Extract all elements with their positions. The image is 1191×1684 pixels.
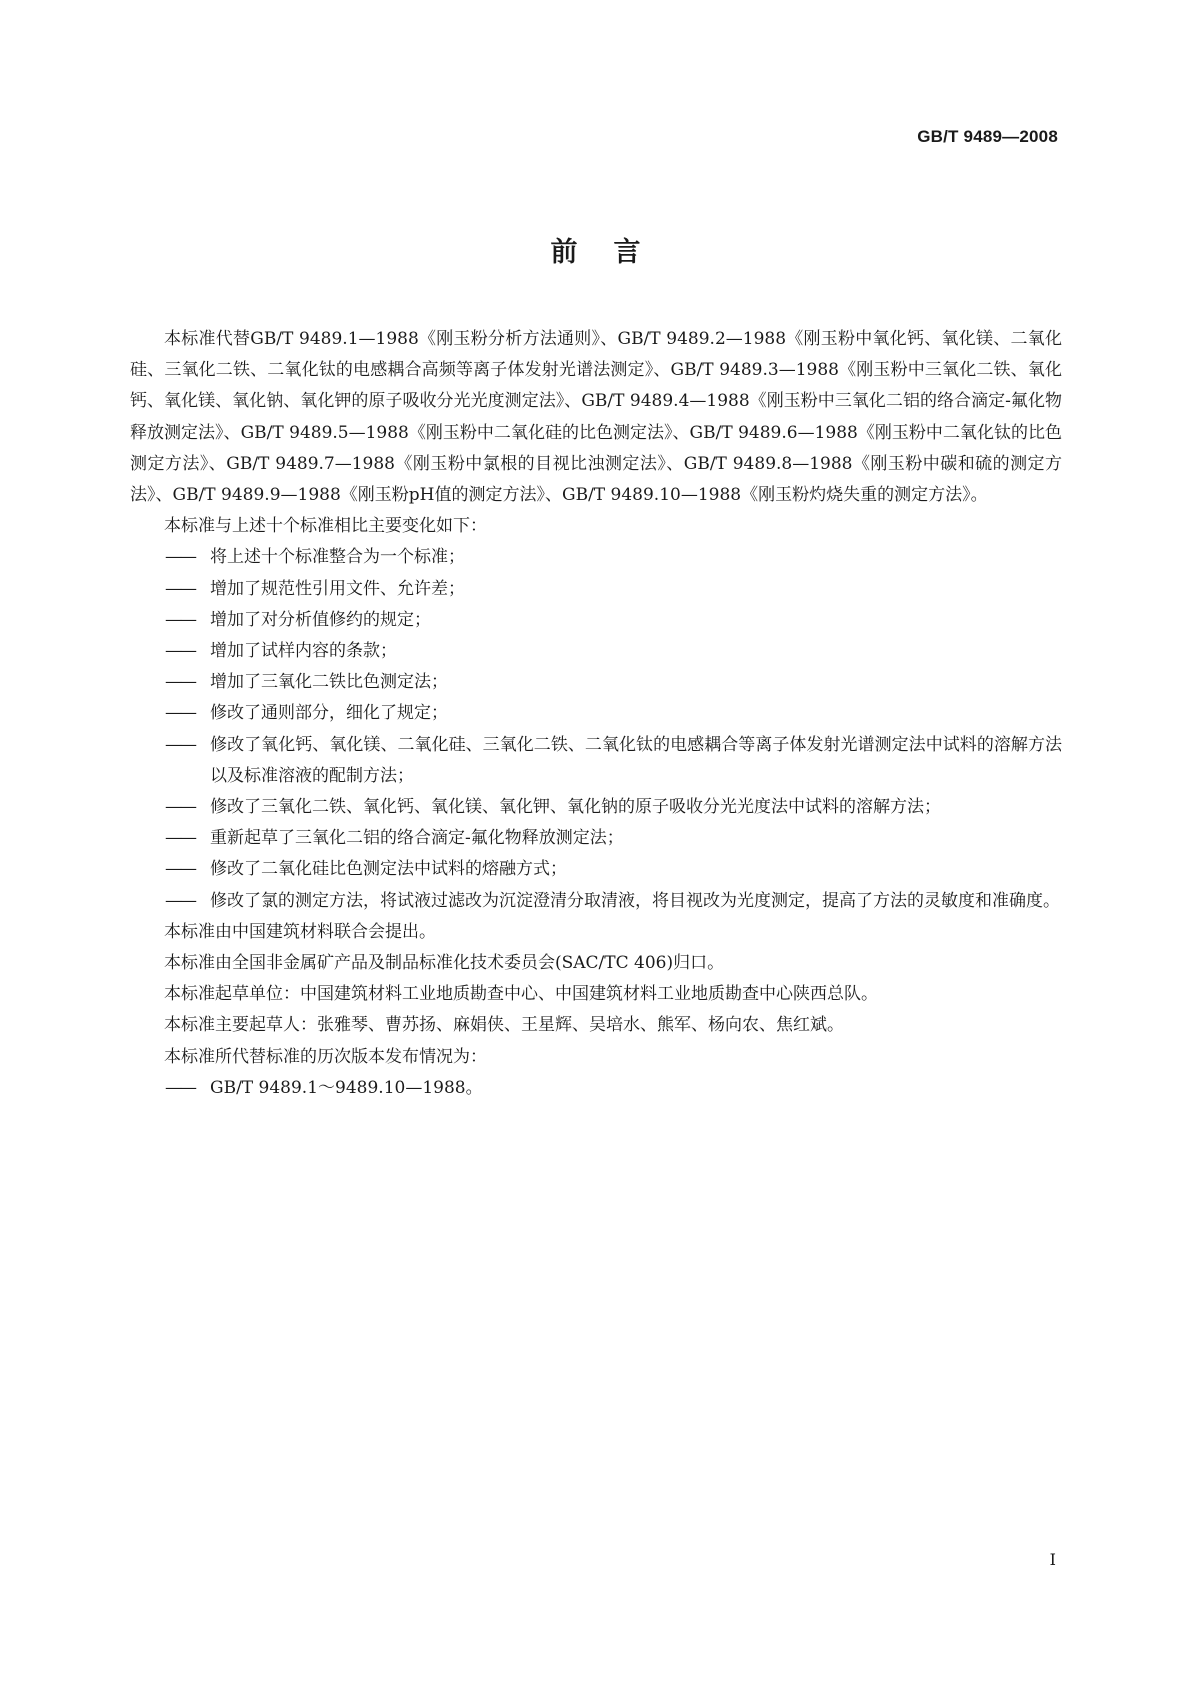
list-dash: —— bbox=[165, 734, 195, 755]
list-item bbox=[165, 886, 1062, 917]
list-item bbox=[165, 792, 1062, 823]
list-dash: —— bbox=[165, 703, 195, 724]
list-item bbox=[165, 605, 1062, 636]
list-dash: —— bbox=[165, 797, 195, 818]
history-list bbox=[130, 1073, 1062, 1104]
list-item-text: 修改了氧化钙、氧化镁、二氧化硅、三氧化二铁、二氧化钛的电感耦合等离子体发射光谱测定法中试料的溶解方法以及标准溶液的配制方法； bbox=[210, 734, 1062, 786]
list-item-text: 增加了对分析值修约的规定； bbox=[210, 609, 431, 630]
list-item-text: 修改了氯的测定方法，将试液过滤改为沉淀澄清分取清液，将目视改为光度测定，提高了方法的灵敏度和准确度。 bbox=[210, 890, 1060, 911]
page-number: I bbox=[1049, 1550, 1056, 1569]
list-item bbox=[165, 542, 1062, 573]
list-dash: —— bbox=[165, 609, 195, 630]
list-dash: —— bbox=[165, 547, 195, 568]
list-item-text: 增加了规范性引用文件、允许差； bbox=[210, 578, 465, 599]
list-item bbox=[165, 698, 1062, 729]
list-item-text: 增加了试样内容的条款； bbox=[210, 641, 397, 662]
list-dash: —— bbox=[165, 828, 195, 849]
list-dash: —— bbox=[165, 890, 195, 911]
list-item bbox=[165, 667, 1062, 698]
list-dash: —— bbox=[165, 1077, 195, 1098]
drafters-paragraph: 本标准主要起草人：张雅琴、曹苏扬、麻娟侠、王星辉、吴培水、熊军、杨向农、焦红斌。 bbox=[164, 1015, 844, 1036]
page-title: 前言 bbox=[550, 237, 677, 268]
list-dash: —— bbox=[165, 578, 195, 599]
list-item-text: 重新起草了三氧化二铝的络合滴定-氟化物释放测定法； bbox=[210, 828, 624, 849]
intro-paragraph-changes: 本标准与上述十个标准相比主要变化如下： bbox=[164, 516, 487, 537]
changes-list bbox=[130, 542, 1062, 916]
history-intro-paragraph: 本标准所代替标准的历次版本发布情况为： bbox=[164, 1046, 487, 1067]
foreword-body bbox=[130, 324, 1062, 1104]
drafting-units-paragraph: 本标准起草单位：中国建筑材料工业地质勘查中心、中国建筑材料工业地质勘查中心陕西总队。 bbox=[164, 984, 878, 1005]
list-item bbox=[165, 730, 1062, 792]
proposer-paragraph: 本标准由中国建筑材料联合会提出。 bbox=[164, 921, 436, 942]
list-dash: —— bbox=[165, 672, 195, 693]
list-item-text: 将上述十个标准整合为一个标准； bbox=[210, 547, 465, 568]
list-item-text: 修改了通则部分，细化了规定； bbox=[210, 703, 448, 724]
list-item bbox=[165, 574, 1062, 605]
standard-code: GB/T 9489—2008 bbox=[917, 127, 1058, 146]
list-item bbox=[165, 636, 1062, 667]
list-item bbox=[165, 854, 1062, 885]
list-item-text: 增加了三氧化二铁比色测定法； bbox=[210, 672, 448, 693]
list-item-text: GB/T 9489.1～9489.10—1988。 bbox=[210, 1077, 483, 1098]
list-item-text: 修改了三氧化二铁、氧化钙、氧化镁、氧化钾、氧化钠的原子吸收分光光度法中试料的溶解方法； bbox=[210, 797, 941, 818]
intro-paragraph-replaces: 本标准代替GB/T 9489.1—1988《刚玉粉分析方法通则》、GB/T 9489.2—1988《刚玉粉中氧化钙、氧化镁、二氧化硅、三氧化二铁、二氧化钛的电感耦合高频等离子体发射光谱法测定》、GB/T 9489.3—1988《刚玉粉中三氧化二铁、氧化钙、氧化镁、氧化钠、氧化钾的原子吸收分光光度测定法》、GB/T 9489.4—1988《刚玉粉中三氧化二铝的络合滴定-氟化物释放测定法》、GB/T 9489.5—1988《刚玉粉中二氧化硅的比色测定法》、GB/T 9489.6—1988《刚玉粉中二氧化钛的比色测定方法》、GB/T 9489.7—1988《刚玉粉中氯根的目视比浊测定法》、GB/T 9489.8—1988《刚玉粉中碳和硫的测定方法》、GB/T 9489.9—1988《刚玉粉pH值的测定方法》、GB/T 9489.10—1988《刚玉粉灼烧失重的测定方法》。 bbox=[130, 329, 1062, 506]
technical-committee-paragraph: 本标准由全国非金属矿产品及制品标准化技术委员会(SAC/TC 406)归口。 bbox=[164, 953, 725, 974]
list-item-text: 修改了二氧化硅比色测定法中试料的熔融方式； bbox=[210, 859, 567, 880]
list-item bbox=[165, 1073, 1062, 1104]
list-dash: —— bbox=[165, 641, 195, 662]
list-item bbox=[165, 823, 1062, 854]
list-dash: —— bbox=[165, 859, 195, 880]
